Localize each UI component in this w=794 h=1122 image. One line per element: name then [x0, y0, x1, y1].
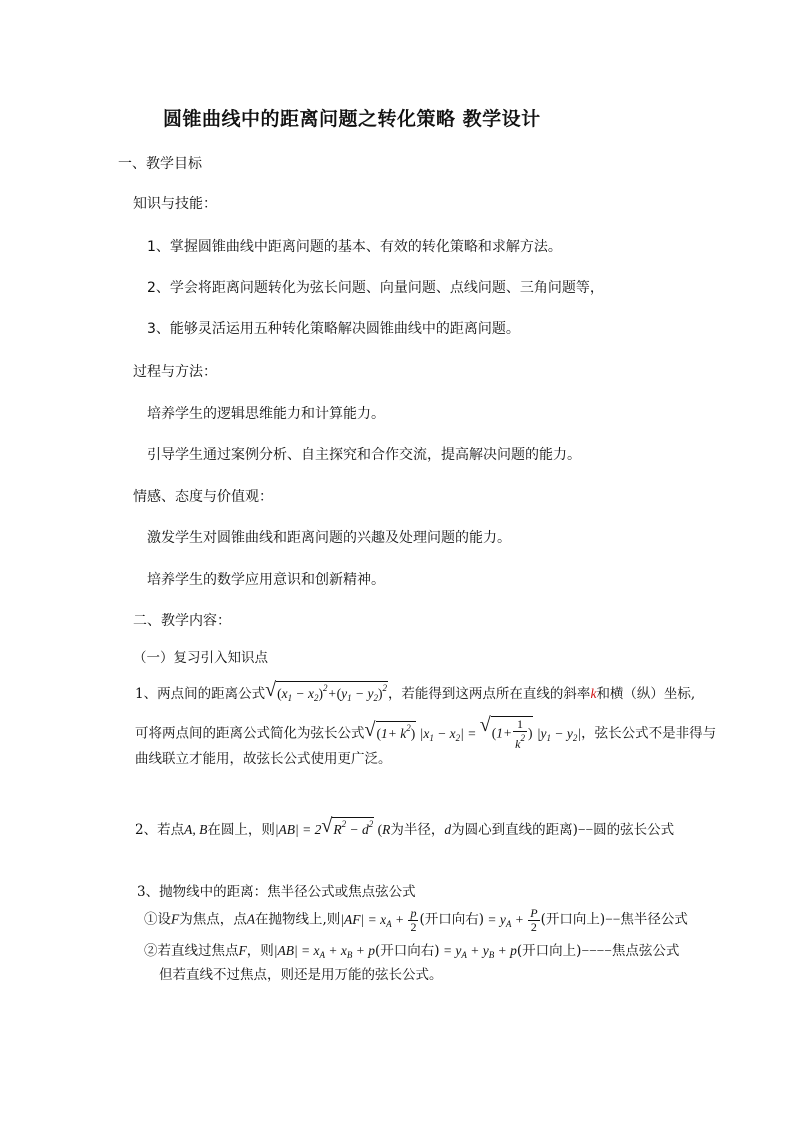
- slope-k: k: [590, 686, 597, 701]
- focal-chord-formula: $|AB| = x_A + x_B + p$: [273, 943, 376, 960]
- focal-radius-formula: $|AF| = x_A$ + $\frac{p}{2}$: [340, 906, 417, 934]
- distance-formula: √ $(x_1 - x_2)^2+(y_1 - y_2)^2$: [265, 679, 387, 703]
- circle-chord-formula-line: 2、若点A, B在圆上，则|AB| = 2 √ $R^2 - d^2$ (R为半径，d为圆心到直线的距离)−−圆的弦长公式: [135, 815, 675, 838]
- subheading-knowledge-skills: 知识与技能：: [133, 196, 217, 212]
- chord-length-formula: √ $(1+ k^2)$ $|x_1 - x_2|$ = √ (1+ $\frac{1}{k^2}$ ) $|y_1 - y_2|$: [364, 714, 582, 751]
- subheading-emotion-values: 情感、态度与价值观：: [133, 489, 273, 505]
- parabola-heading: 3、抛物线中的距离：焦半径公式或焦点弦公式: [137, 884, 416, 900]
- list-item: 1、掌握圆锥曲线中距离问题的基本、有效的转化策略和求解方法。: [147, 239, 562, 255]
- paragraph-line: 曲线联立才能用，故弦长公式使用更广泛。: [135, 751, 392, 767]
- list-item: 培养学生的逻辑思维能力和计算能力。: [147, 406, 385, 422]
- subheading-process-methods: 过程与方法：: [133, 364, 217, 380]
- distance-formula-line: 1、两点间的距离公式 √ $(x_1 - x_2)^2+(y_1 - y_2)^2$，若能得到这两点所在直线的斜率k和横（纵）坐标,: [135, 679, 696, 703]
- list-item: 2、学会将距离问题转化为弦长问题、向量问题、点线问题、三角问题等，: [147, 280, 604, 296]
- page-title: 圆锥曲线中的距离问题之转化策略 教学设计: [163, 108, 541, 130]
- chord-length-formula-line: 可将两点间的距离公式简化为弦长公式 √ $(1+ k^2)$ $|x_1 - x_2|$ = √ (1+ $\frac{1}{k^2}$ ) $|y_1 - y_2|$，弦长公式不是非得与: [135, 714, 717, 751]
- focal-chord-line: ②若直线过焦点F，则$|AB| = x_A + x_B + p$(开口向右) = $y_A + y_B + p$(开口向上)−−−−焦点弦公式: [144, 943, 680, 960]
- list-item: 3、能够灵活运用五种转化策略解决圆锥曲线中的距离问题。: [147, 321, 520, 337]
- section-heading-teaching-goals: 一、教学目标: [118, 156, 202, 172]
- focal-radius-line: ①设F为焦点，点A在抛物线上,则$|AF| = x_A$ + $\frac{p}{2}$ (开口向右) = $y_A$ + $\frac{P}{2}$ (开口向上)−−焦半径公式: [144, 906, 688, 934]
- section-heading-teaching-content: 二、教学内容：: [133, 613, 231, 629]
- circle-chord-formula: |AB| = 2 √ $R^2 - d^2$ (R: [274, 815, 391, 837]
- list-item: 引导学生通过案例分析、自主探究和合作交流，提高解决问题的能力。: [147, 447, 581, 463]
- part-heading-review: （一）复习引入知识点: [133, 650, 268, 666]
- list-item: 培养学生的数学应用意识和创新精神。: [147, 572, 385, 588]
- list-item: 激发学生对圆锥曲线和距离问题的兴趣及处理问题的能力。: [147, 530, 511, 546]
- paragraph-line: 但若直线不过焦点，则还是用万能的弦长公式。: [159, 967, 443, 983]
